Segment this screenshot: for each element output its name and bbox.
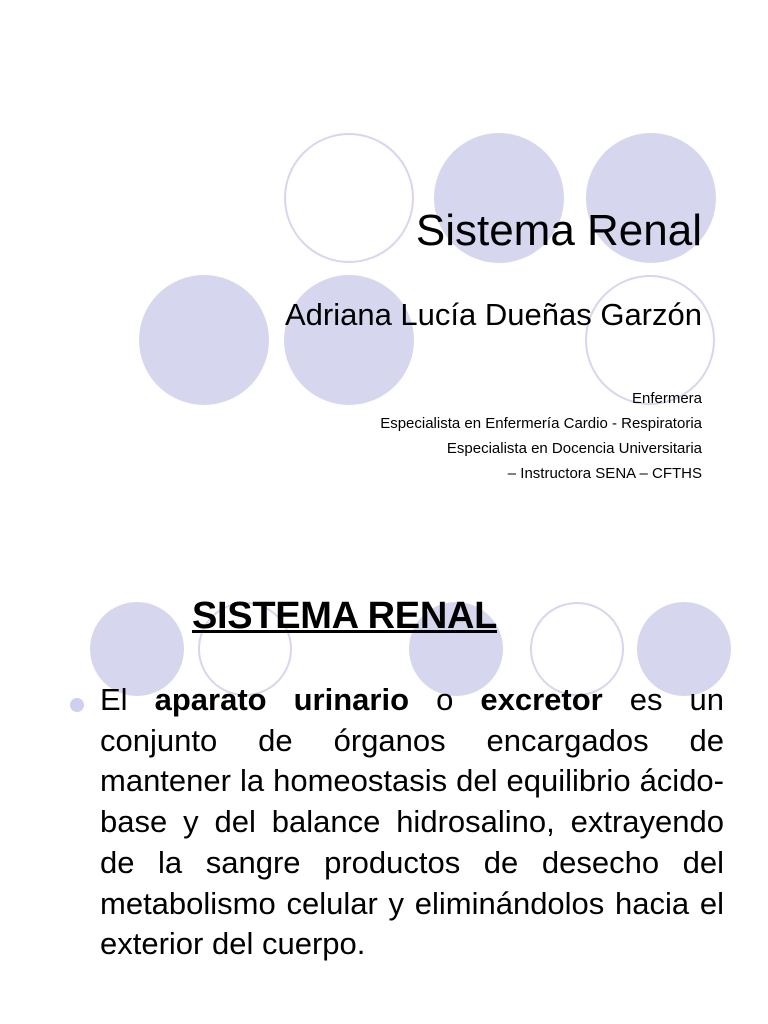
credit-line: Especialista en Docencia Universitaria: [446, 440, 702, 457]
bold-term: excretor: [480, 682, 603, 717]
bullet-dot-icon: [70, 698, 84, 712]
content-slide: [0, 540, 768, 1024]
credit-line: Enfermera: [631, 390, 702, 407]
credit-line: – Instructora SENA – CFTHS: [507, 465, 702, 482]
slide-heading: SISTEMA RENAL: [192, 595, 498, 637]
body-paragraph: El aparato urinario o excretor es un conjunto de órganos encargados de mantener la homeostasis del equilibrio ácido-base y del balance hidrosalino, extrayendo de la sangre productos de desecho del metabolismo celular y eliminándolos hacia el exterior del cuerpo.: [100, 682, 724, 962]
credit-line: Especialista en Enfermería Cardio - Respiratoria: [380, 415, 702, 432]
decor-circle-outline: [284, 133, 414, 263]
bold-term: aparato urinario: [154, 682, 410, 717]
slide-title: Sistema Renal: [415, 206, 702, 255]
author-credits: [380, 386, 702, 486]
author-name: Adriana Lucía Dueñas Garzón: [284, 297, 702, 332]
decor-circle-filled: [139, 275, 269, 405]
